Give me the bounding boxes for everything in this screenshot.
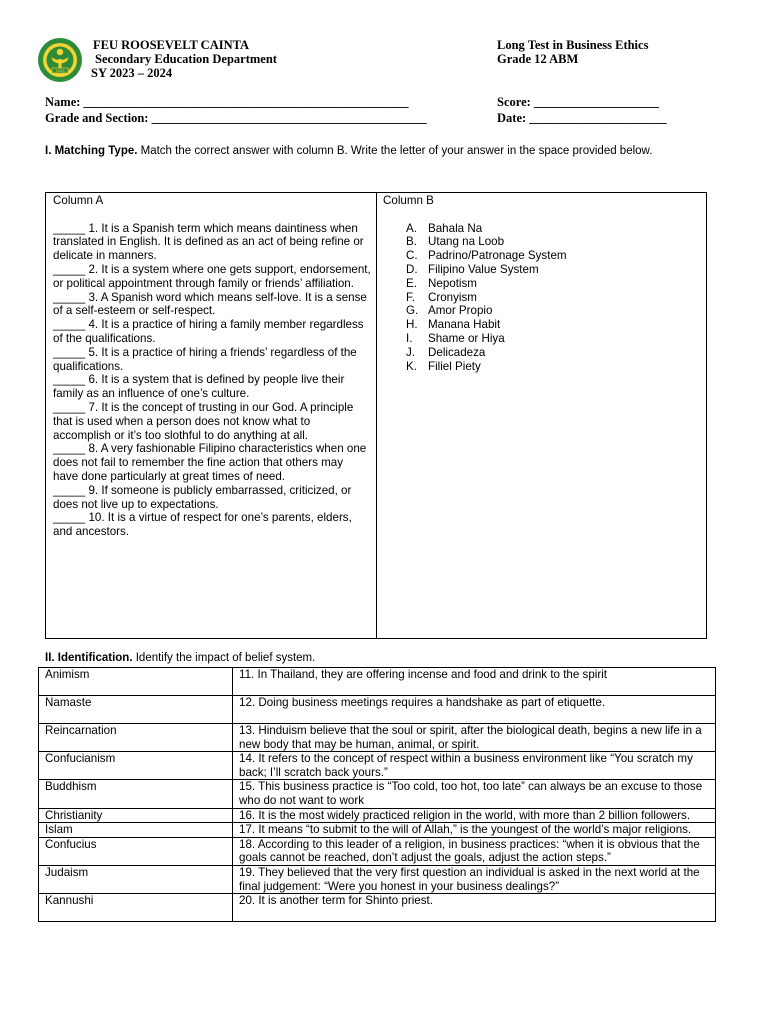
term-cell: Namaste <box>39 696 233 724</box>
option-item: K. Filiel Piety <box>406 359 481 373</box>
column-a-header: Column A <box>53 194 104 207</box>
matching-question: _____ 8. A very fashionable Filipino characteristics when one does not fail to remember the fine action that others may have done particularly at great times of need. <box>53 442 367 483</box>
score-field[interactable]: Score: ____________________ <box>497 95 659 109</box>
term-cell: Confucius <box>39 837 233 865</box>
option-item: G. Amor Propio <box>406 304 493 318</box>
table-row <box>39 837 716 865</box>
item-cell: 13. Hinduism believe that the soul or spirit, after the biological death, begins a new life in a new body that may be human, animal, or spirit. <box>233 724 716 752</box>
school-year: SY 2023 – 2024 <box>91 66 173 80</box>
matching-question: _____ 5. It is a practice of hiring a friends’ regardless of the qualifications. <box>53 345 357 373</box>
item-cell: 12. Doing business meetings requires a handshake as part of etiquette. <box>233 696 716 724</box>
matching-question: _____ 7. It is the concept of trusting in our God. A principle that is used when a person does not know what to accomplish or it’s too slothful to do anything at all. <box>53 400 354 442</box>
table-row <box>39 724 716 752</box>
option-item: A. Bahala Na <box>406 221 483 235</box>
option-item: B. Utang na Loob <box>406 235 505 249</box>
term-cell: Judaism <box>39 865 233 893</box>
part2-instruction-text: Identify the impact of belief system. <box>132 652 316 664</box>
matching-question: _____ 2. It is a system where one gets support, endorsement, or political appointment through family or friends’ affiliation. <box>53 262 371 290</box>
matching-question: _____ 10. It is a virtue of respect for one’s parents, elders, and ancestors. <box>53 511 352 539</box>
term-cell: Animism <box>39 668 233 696</box>
school-seal-icon <box>37 37 83 83</box>
matching-question: _____ 6. It is a system that is defined by people live their family as an influence of one’s culture. <box>53 373 345 401</box>
table-row <box>39 752 716 780</box>
option-item: C. Padrino/Patronage System <box>406 249 567 263</box>
matching-question: _____ 3. A Spanish word which means self-love. It is a sense of a self-esteem or self-respect. <box>53 290 367 318</box>
school-header <box>93 38 277 80</box>
matching-question: _____ 1. It is a Spanish term which means daintiness when translated in English. It is defined as an act of being refine or delicate in manners. <box>53 221 364 263</box>
table-row <box>39 696 716 724</box>
option-item: I. Shame or Hiya <box>406 331 505 345</box>
name-field[interactable]: Name: ____________________________________________________ <box>45 95 409 109</box>
term-cell: Confucianism <box>39 752 233 780</box>
term-cell: Christianity <box>39 808 233 823</box>
identification-table <box>38 667 716 922</box>
item-cell: 20. It is another term for Shinto priest. <box>233 894 716 922</box>
matching-question: _____ 4. It is a practice of hiring a family member regardless of the qualifications. <box>53 318 364 345</box>
table-row <box>39 823 716 838</box>
grade-level: Grade 12 ABM <box>497 52 579 66</box>
term-cell: Islam <box>39 823 233 838</box>
term-cell: Kannushi <box>39 894 233 922</box>
matching-question: _____ 9. If someone is publicly embarrassed, criticized, or does not live up to expectations. <box>53 483 352 511</box>
part1-instruction-text: Match the correct answer with column B. Write the letter of your answer in the space provided below. <box>137 145 653 157</box>
test-info <box>497 38 648 66</box>
column-b <box>383 194 703 373</box>
part1-heading: I. Matching Type. <box>45 145 138 157</box>
matching-table <box>45 192 707 639</box>
option-item: H. Manana Habit <box>406 318 501 332</box>
options-list <box>406 222 703 374</box>
option-item: J. Delicadeza <box>406 345 486 359</box>
column-a <box>53 194 371 539</box>
term-cell: Buddhism <box>39 780 233 808</box>
department-name: Secondary Education Department <box>95 52 277 66</box>
part1-instruction <box>45 145 652 157</box>
term-cell: Reincarnation <box>39 724 233 752</box>
item-cell: 11. In Thailand, they are offering incense and food and drink to the spirit <box>233 668 716 696</box>
part2-heading: II. Identification. <box>45 652 133 664</box>
grade-section-field[interactable]: Grade and Section: ____________________________________________ <box>45 111 427 125</box>
option-item: F. Cronyism <box>406 290 477 304</box>
table-row <box>39 865 716 893</box>
option-item: E. Nepotism <box>406 276 477 290</box>
item-cell: 16. It is the most widely practiced religion in the world, with more than 2 billion followers. <box>233 808 716 823</box>
item-cell: 14. It refers to the concept of respect within a business environment like “You scratch my back; I’ll scratch back yours.” <box>233 752 716 780</box>
table-row <box>39 668 716 696</box>
part2-instruction <box>45 652 315 664</box>
item-cell: 15. This business practice is “Too cold, too hot, too late” can always be an excuse to those who do not want to work <box>233 780 716 808</box>
table-row <box>39 780 716 808</box>
column-b-header: Column B <box>383 194 434 207</box>
table-row <box>39 808 716 823</box>
item-cell: 17. It means “to submit to the will of Allah,” is the youngest of the world’s major religions. <box>233 823 716 838</box>
school-name: FEU ROOSEVELT CAINTA <box>93 38 250 52</box>
table-row <box>39 894 716 922</box>
test-title: Long Test in Business Ethics <box>497 38 649 52</box>
column-divider <box>376 193 377 638</box>
item-cell: 18. According to this leader of a religion, in business practices: “when it is obvious that the goals cannot be reached, don’t adjust the goals, adjust the action steps.” <box>233 837 716 865</box>
option-item: D. Filipino Value System <box>406 262 539 276</box>
item-cell: 19. They believed that the very first question an individual is asked in the next world at the final judgement: “Were you honest in your business dealings?” <box>233 865 716 893</box>
logo-year: 1933 <box>55 68 65 73</box>
date-field[interactable]: Date: ______________________ <box>497 111 667 125</box>
